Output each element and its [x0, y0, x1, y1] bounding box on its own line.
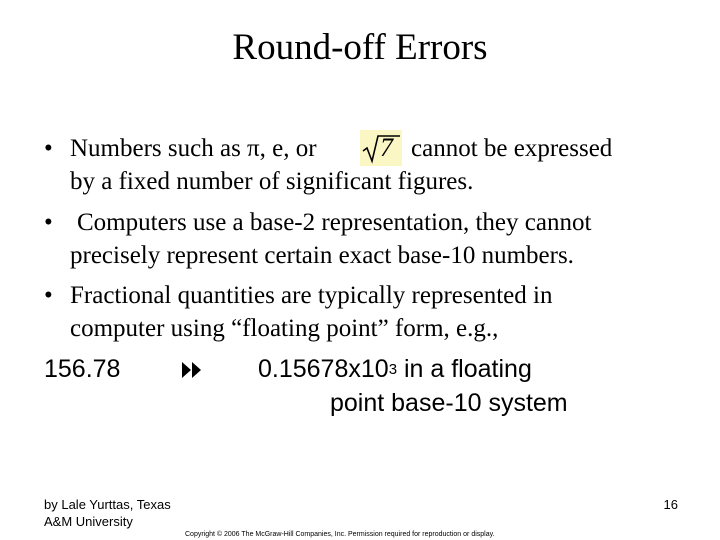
footer-author-line-1: by Lale Yurttas, Texas	[44, 497, 171, 512]
page-title: Round-off Errors	[232, 27, 488, 68]
example-result-line-2: point base-10 system	[330, 389, 568, 417]
example-result	[258, 354, 532, 384]
bullet-1-line-2: by a fixed number of significant figures.	[70, 168, 474, 195]
double-right-arrow-icon	[180, 360, 204, 380]
example-result-exponent: 3	[388, 361, 398, 378]
example-result-mantissa: 0.15678x10	[258, 355, 389, 383]
footer-author-line-2: A&M University	[44, 514, 133, 529]
sqrt-radicand: 7	[380, 133, 393, 162]
bullet-2-line-2: precisely represent certain exact base-10 numbers.	[70, 242, 574, 269]
example-value: 156.78	[44, 355, 121, 383]
bullet-marker: •	[44, 282, 53, 309]
sqrt-seven-math	[360, 130, 402, 166]
bullet-3-line-1: Fractional quantities are typically represented in	[70, 282, 553, 309]
bullet-1-line-1-start: Numbers such as π, e, or	[70, 135, 317, 162]
footer-author	[44, 496, 224, 530]
bullet-1-line-1-end: cannot be expressed	[411, 135, 613, 162]
bullet-marker: •	[44, 209, 53, 236]
bullet-3-line-2: computer using “floating point” form, e.g.,	[70, 315, 499, 342]
bullet-marker: •	[44, 135, 53, 162]
example-result-suffix: in a floating	[397, 355, 532, 383]
copyright-notice: Copyright © 2006 The McGraw-Hill Companies, Inc. Permission required for reproduction or display.	[185, 531, 495, 538]
bullet-2-line-1: Computers use a base-2 representation, they cannot	[77, 209, 592, 236]
page-number: 16	[663, 497, 678, 512]
